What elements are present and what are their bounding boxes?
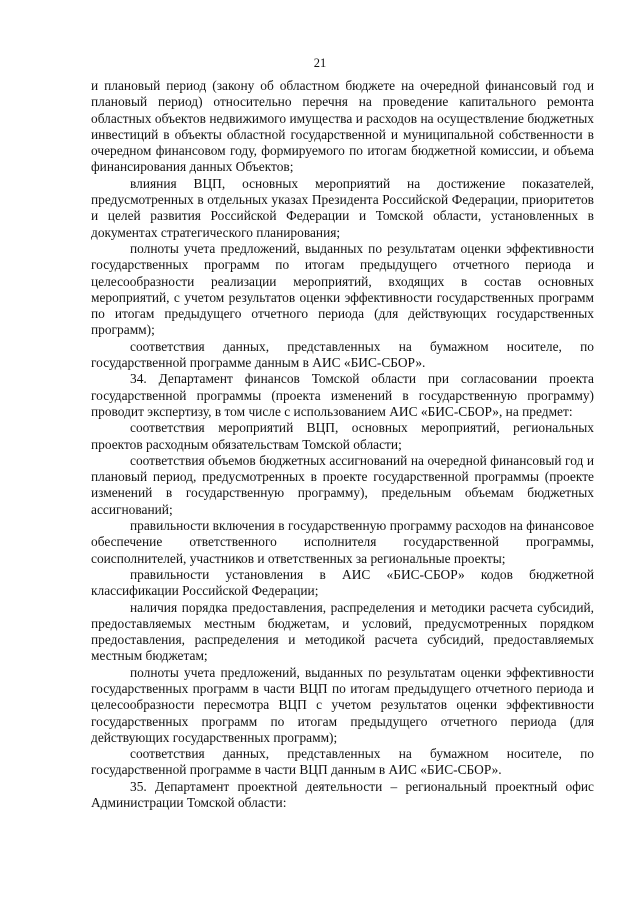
- paragraph: полноты учета предложений, выданных по результатам оценки эффективности государственных программ в части ВЦП по итогам предыдущего отчетного периода и целесообразности пересмотра ВЦП с учетом результатов оценки эффективности государственных программ по итогам предыдущего отчетного периода (для действующих государственных программ);: [91, 664, 594, 745]
- paragraph: 34. Департамент финансов Томской области при согласовании проекта государственной программы (проекта изменений в государственную программу) проводит экспертизу, в том числе с использованием АИС «БИС-СБОР», на предмет:: [91, 371, 594, 419]
- paragraph: наличия порядка предоставления, распределения и методики расчета субсидий, предоставляемых местным бюджетам, и условий, предусмотренных порядком предоставления, распределения и методикой расчета субсидий, предоставляемых местным бюджетам;: [91, 599, 594, 664]
- paragraph: соответствия данных, представленных на бумажном носителе, по государственной программе в части ВЦП данным в АИС «БИС-СБОР».: [91, 746, 594, 778]
- paragraph: и плановый период (закону об областном бюджете на очередной финансовый год и плановый период) относительно перечня на проведение капитального ремонта областных объектов недвижимого имущества и расходов на осуществление бюджетных инвестиций в объекты областной государственной и муниципальной собственности в очередном финансовом году, формируемого по итогам бюджетной комиссии, и объема финансирования данных Объектов;: [91, 78, 594, 175]
- paragraph: соответствия объемов бюджетных ассигнований на очередной финансовый год и плановый период, предусмотренных в проекте государственной программы (проекте изменений в государственную программу), предельным объемам бюджетных ассигнований;: [91, 452, 594, 517]
- paragraph: полноты учета предложений, выданных по результатам оценки эффективности государственных программ по итогам предыдущего отчетного периода и целесообразности реализации мероприятий, входящих в состав основных мероприятий, с учетом результатов оценки эффективности государственных программ по итогам предыдущего отчетного периода (для действующих государственных программ);: [91, 240, 594, 338]
- paragraph: влияния ВЦП, основных мероприятий на достижение показателей, предусмотренных в отдельных указах Президента Российской Федерации, приоритетов и целей развития Российской Федерации и Томской области, установленных в документах стратегического планирования;: [91, 175, 594, 240]
- document-body: [91, 78, 594, 811]
- paragraph: 35. Департамент проектной деятельности – региональный проектный офис Администрации Томской области:: [91, 778, 594, 811]
- paragraph: соответствия данных, представленных на бумажном носителе, по государственной программе данным в АИС «БИС-СБОР».: [91, 338, 594, 371]
- paragraph: правильности установления в АИС «БИС-СБОР» кодов бюджетной классификации Российской Федерации;: [91, 566, 594, 599]
- page-number: 21: [313, 56, 327, 70]
- paragraph: правильности включения в государственную программу расходов на финансовое обеспечение ответственного исполнителя государственной программы, соисполнителей, участников и ответственных за региональные проекты;: [91, 518, 594, 566]
- paragraph: соответствия мероприятий ВЦП, основных мероприятий, региональных проектов расходным обязательствам Томской области;: [91, 420, 594, 452]
